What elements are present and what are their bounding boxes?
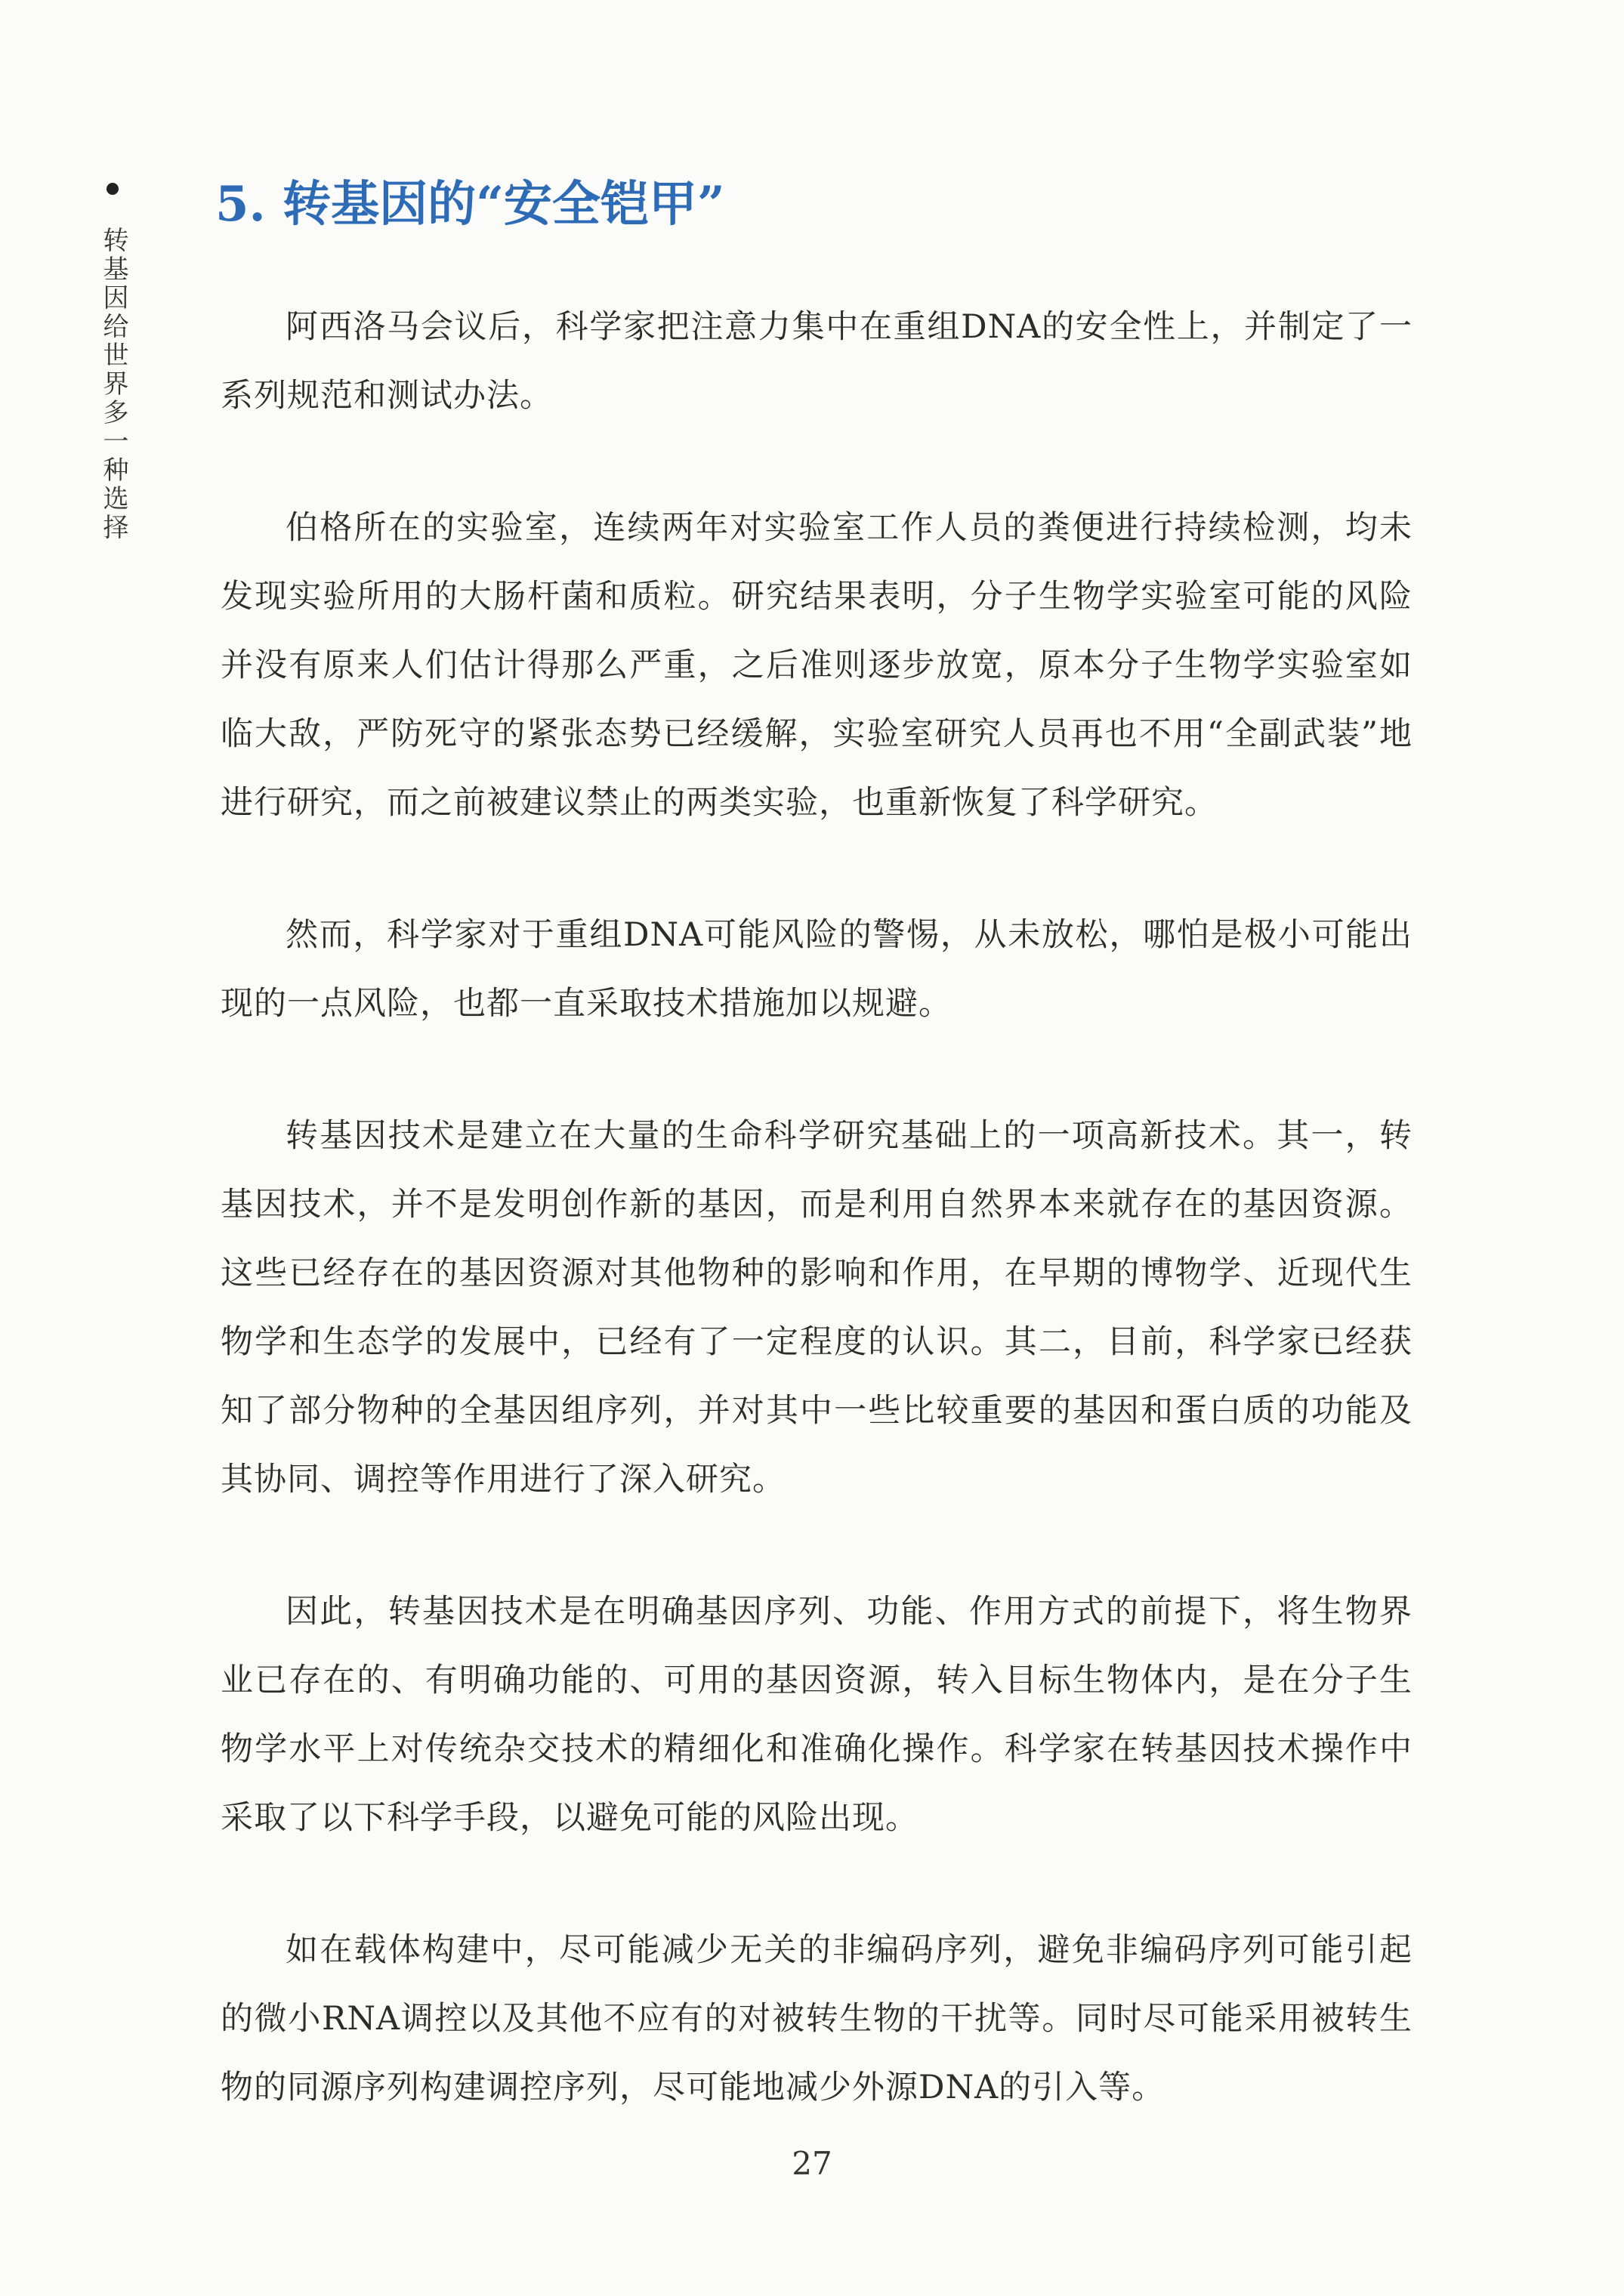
page-number: 27 [792,2145,832,2182]
bullet-dot-icon [107,183,119,195]
paragraph-3: 然而，科学家对于重组DNA可能风险的警惕，从未放松，哪怕是极小可能出现的一点风险，也都一直采取技术措施加以规避。 [221,916,1413,1023]
paragraph-2: 伯格所在的实验室，连续两年对实验室工作人员的粪便进行持续检测，均未发现实验所用的大肠杆菌和质粒。研究结果表明，分子生物学实验室可能的风险并没有原来人们估计得那么严重，之后准则逐步放宽，原本分子生物学实验室如临大敌，严防死守的紧张态势已经缓解，实验室研究人员再也不用“全副武装”地进行研究，而之前被建议禁止的两类实验，也重新恢复了科学研究。 [221,509,1413,822]
paragraph-1: 阿西洛马会议后，科学家把注意力集中在重组DNA的安全性上，并制定了一系列规范和测试办法。 [221,308,1413,415]
section-heading: 5. 转基因的“安全铠甲” [215,176,725,233]
paragraph-4: 转基因技术是建立在大量的生命科学研究基础上的一项高新技术。其一，转基因技术，并不是发明创作新的基因，而是利用自然界本来就存在的基因资源。这些已经存在的基因资源对其他物种的影响和作用，在早期的博物学、近现代生物学和生态学的发展中，已经有了一定程度的认识。其二，目前，科学家已经获知了部分物种的全基因组序列，并对其中一些比较重要的基因和蛋白质的功能及其协同、调控等作用进行了深入研究。 [221,1117,1413,1498]
running-title: 转基因给世界多一种选择 [98,227,128,542]
paragraph-6: 如在载体构建中，尽可能减少无关的非编码序列，避免非编码序列可能引起的微小RNA调控以及其他不应有的对被转生物的干扰等。同时尽可能采用被转生物的同源序列构建调控序列，尽可能地减少外源DNA的引入等。 [221,1931,1413,2106]
paragraph-5: 因此，转基因技术是在明确基因序列、功能、作用方式的前提下，将生物界业已存在的、有明确功能的、可用的基因资源，转入目标生物体内，是在分子生物学水平上对传统杂交技术的精细化和准确化操作。科学家在转基因技术操作中采取了以下科学手段，以避免可能的风险出现。 [221,1593,1413,1837]
body-text [221,293,1413,2122]
